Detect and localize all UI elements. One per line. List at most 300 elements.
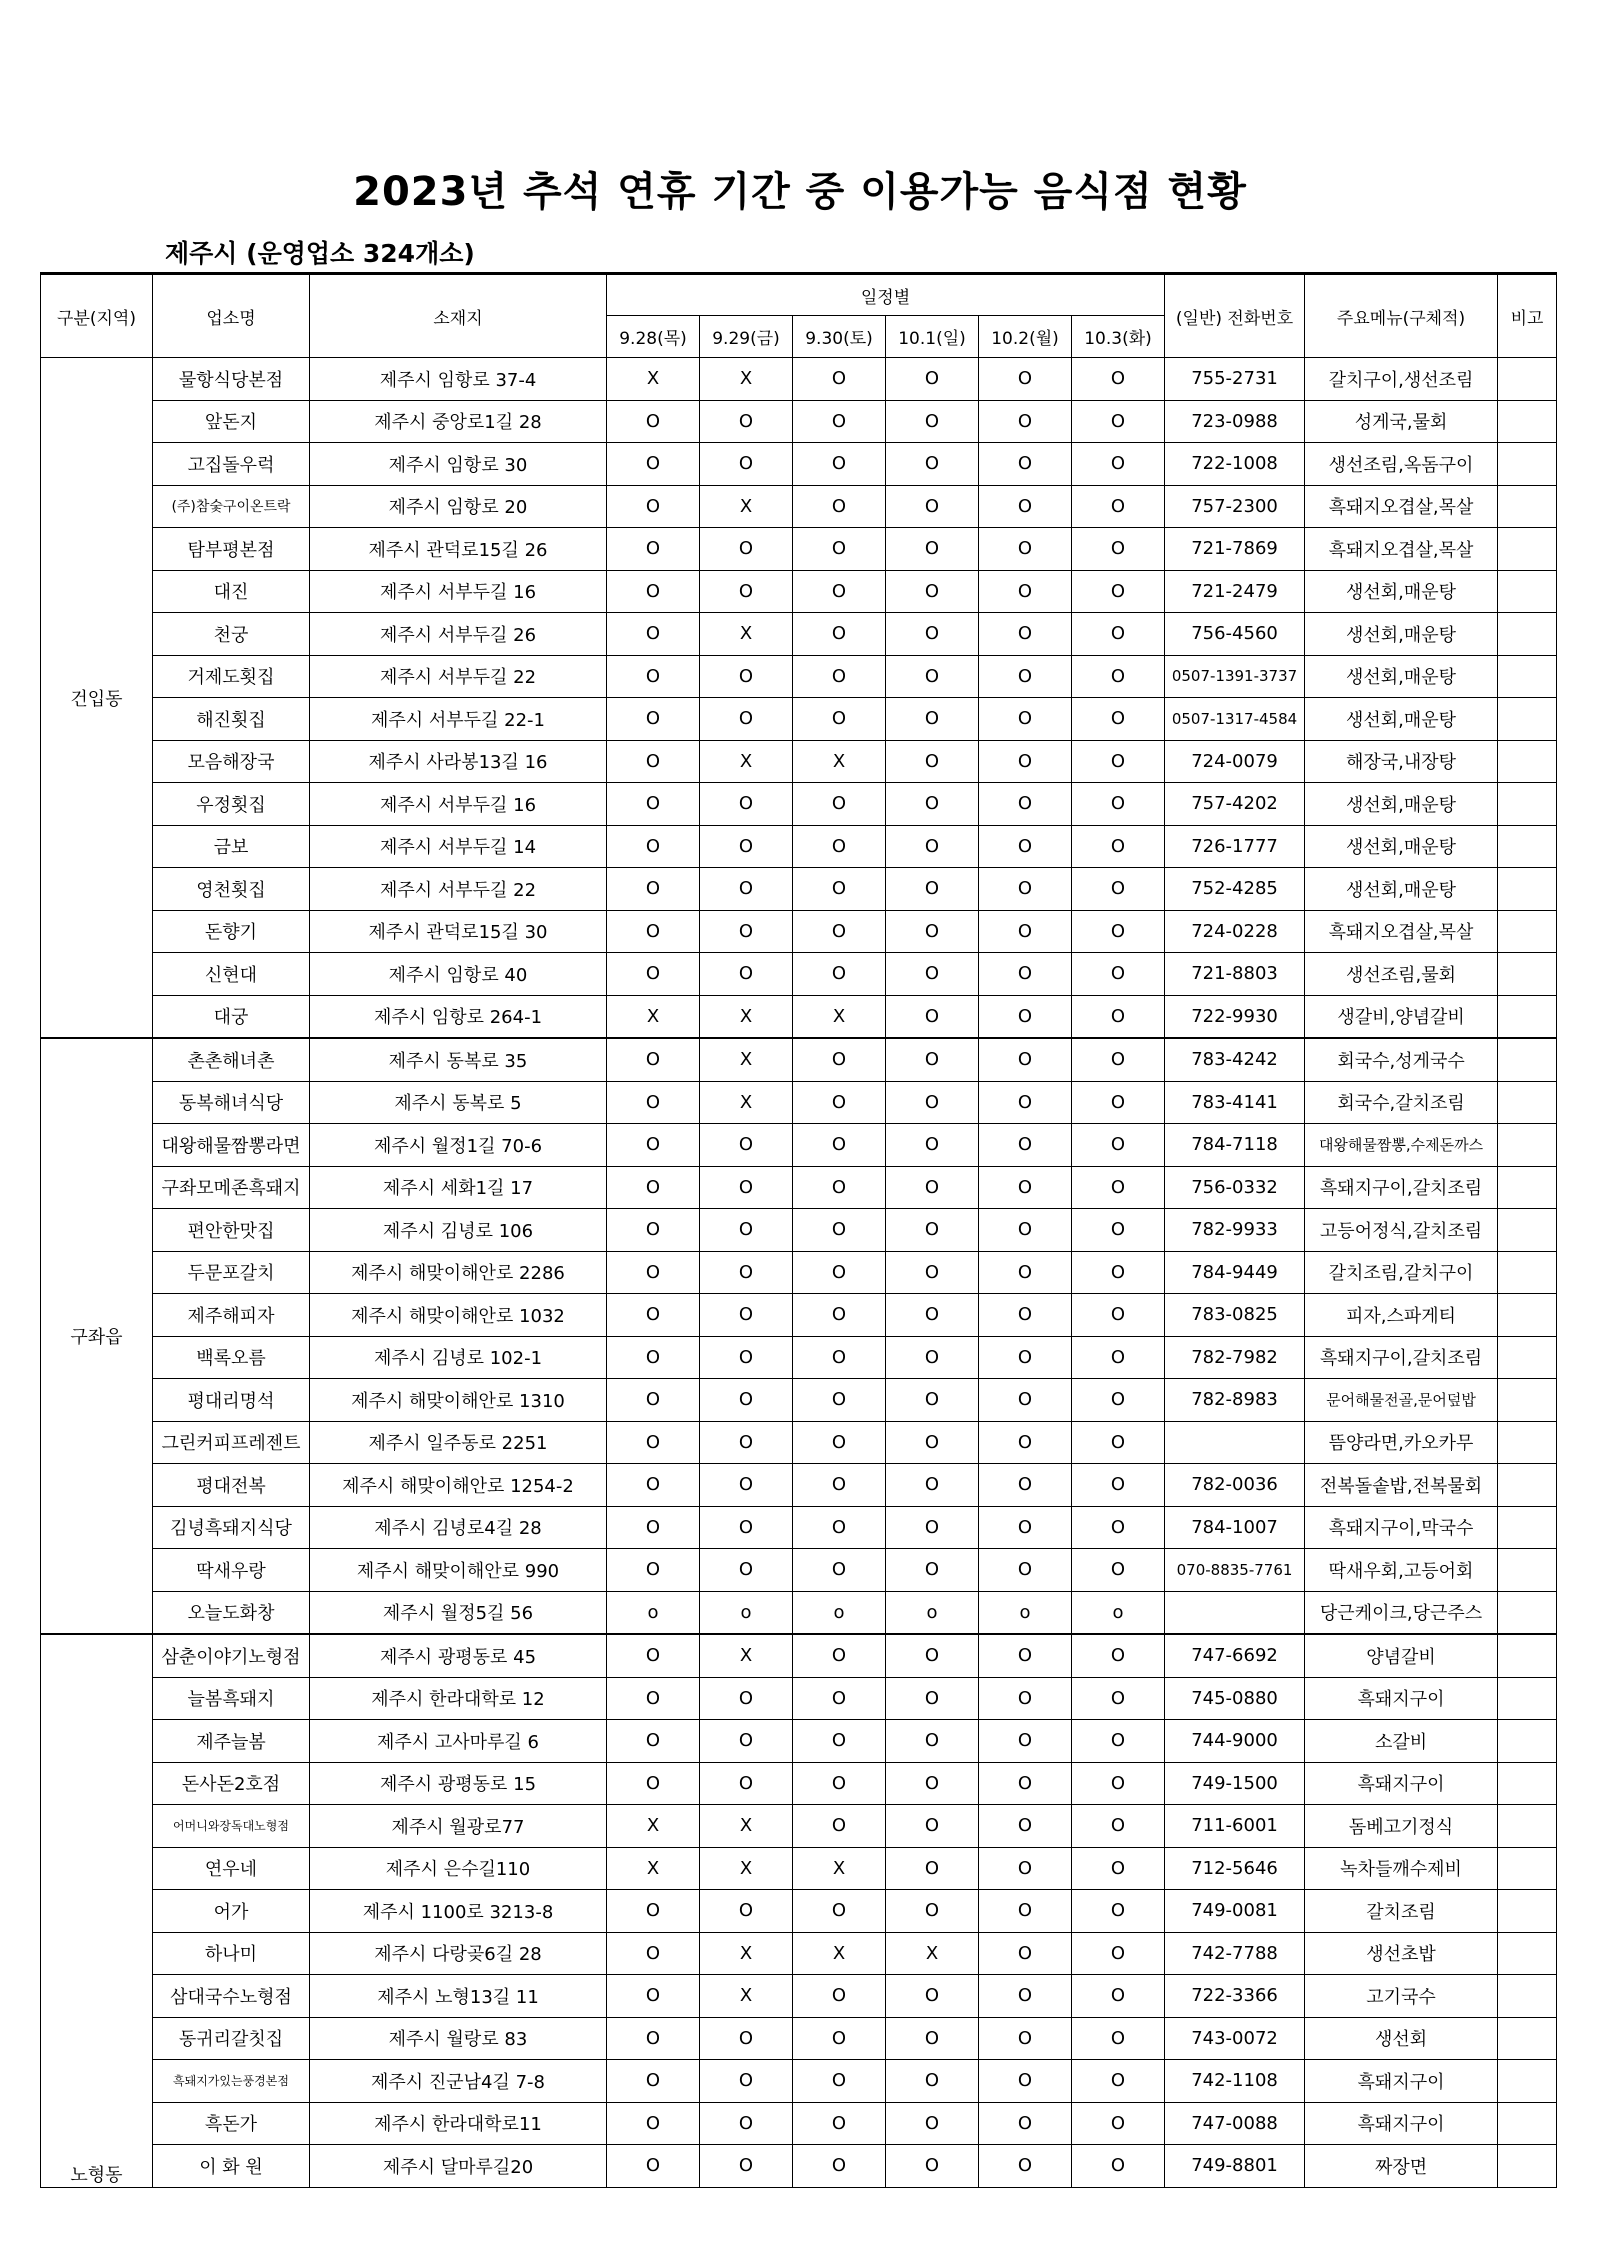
day-status-cell: O — [886, 570, 979, 613]
menu-cell: 생선회,매운탕 — [1305, 613, 1498, 656]
phone-cell: 752-4285 — [1165, 868, 1305, 911]
day-status-cell: O — [1072, 740, 1165, 783]
day-status-cell: O — [979, 1081, 1072, 1124]
day-status-cell: O — [793, 783, 886, 826]
phone-cell: 742-7788 — [1165, 1932, 1305, 1975]
menu-cell: 생선회,매운탕 — [1305, 698, 1498, 741]
day-status-cell: O — [607, 528, 700, 571]
phone-cell: 712-5646 — [1165, 1847, 1305, 1890]
day-status-cell: O — [793, 1421, 886, 1464]
menu-cell: 돔베고기정식 — [1305, 1805, 1498, 1848]
note-cell — [1498, 1591, 1557, 1634]
address-cell: 제주시 한라대학로11 — [310, 2102, 607, 2145]
menu-cell: 회국수,갈치조림 — [1305, 1081, 1498, 1124]
phone-cell: 757-4202 — [1165, 783, 1305, 826]
name-cell: 돈사돈2호점 — [153, 1762, 310, 1805]
menu-cell: 생선회,매운탕 — [1305, 570, 1498, 613]
phone-cell: 757-2300 — [1165, 485, 1305, 528]
name-cell: 평대전복 — [153, 1464, 310, 1507]
address-cell: 제주시 월정1길 70-6 — [310, 1124, 607, 1167]
day-status-cell: O — [1072, 1847, 1165, 1890]
day-status-cell: O — [979, 1720, 1072, 1763]
day-status-cell: O — [700, 2017, 793, 2060]
day-status-cell: O — [607, 1634, 700, 1677]
header-date: 10.2(월) — [979, 316, 1072, 358]
day-status-cell: O — [979, 825, 1072, 868]
table-row — [41, 1890, 1557, 1933]
table-row — [41, 528, 1557, 571]
address-cell: 제주시 광평동로 45 — [310, 1634, 607, 1677]
day-status-cell: O — [607, 1890, 700, 1933]
day-status-cell: O — [979, 1038, 1072, 1081]
day-status-cell: O — [1072, 1166, 1165, 1209]
address-cell: 제주시 세화1길 17 — [310, 1166, 607, 1209]
table-row — [41, 740, 1557, 783]
address-cell: 제주시 다랑곶6길 28 — [310, 1932, 607, 1975]
note-cell — [1498, 1421, 1557, 1464]
address-cell: 제주시 고사마루길 6 — [310, 1720, 607, 1763]
day-status-cell: O — [886, 2017, 979, 2060]
name-cell: 하나미 — [153, 1932, 310, 1975]
day-status-cell: O — [607, 655, 700, 698]
phone-cell: 747-6692 — [1165, 1634, 1305, 1677]
phone-cell: 783-4242 — [1165, 1038, 1305, 1081]
day-status-cell: X — [793, 740, 886, 783]
table-row — [41, 1762, 1557, 1805]
menu-cell: 생선조림,옥돔구이 — [1305, 443, 1498, 486]
header-schedule: 일정별 — [607, 274, 1165, 316]
day-status-cell: o — [793, 1591, 886, 1634]
phone-cell: 756-0332 — [1165, 1166, 1305, 1209]
day-status-cell: O — [979, 1209, 1072, 1252]
name-cell: 모음해장국 — [153, 740, 310, 783]
name-cell: 편안한맛집 — [153, 1209, 310, 1252]
note-cell — [1498, 2017, 1557, 2060]
address-cell: 제주시 월랑로 83 — [310, 2017, 607, 2060]
phone-cell — [1165, 1591, 1305, 1634]
table-row — [41, 2102, 1557, 2145]
name-cell: 신현대 — [153, 953, 310, 996]
day-status-cell: O — [607, 570, 700, 613]
header-date: 10.1(일) — [886, 316, 979, 358]
day-status-cell: O — [1072, 953, 1165, 996]
name-cell: 흑돼지가있는풍경본점 — [153, 2060, 310, 2103]
day-status-cell: O — [793, 1975, 886, 2018]
day-status-cell: O — [793, 1251, 886, 1294]
day-status-cell: O — [607, 698, 700, 741]
day-status-cell: O — [700, 1762, 793, 1805]
menu-cell: 흑돼지구이,갈치조림 — [1305, 1166, 1498, 1209]
day-status-cell: O — [1072, 1251, 1165, 1294]
day-status-cell: O — [1072, 2060, 1165, 2103]
day-status-cell: X — [607, 358, 700, 401]
address-cell: 제주시 관덕로15길 26 — [310, 528, 607, 571]
day-status-cell: O — [886, 1634, 979, 1677]
address-cell: 제주시 해맞이해안로 1310 — [310, 1379, 607, 1422]
day-status-cell: O — [793, 1166, 886, 1209]
table-row — [41, 1166, 1557, 1209]
day-status-cell: O — [700, 698, 793, 741]
name-cell: 동귀리갈칫집 — [153, 2017, 310, 2060]
note-cell — [1498, 1506, 1557, 1549]
day-status-cell: O — [1072, 1464, 1165, 1507]
region-cell: 구좌읍 — [41, 1038, 153, 1634]
day-status-cell: O — [979, 1336, 1072, 1379]
note-cell — [1498, 953, 1557, 996]
address-cell: 제주시 1100로 3213-8 — [310, 1890, 607, 1933]
table-row — [41, 443, 1557, 486]
document-subtitle: 제주시 (운영업소 324개소) — [165, 239, 475, 268]
day-status-cell: O — [793, 1294, 886, 1337]
day-status-cell: X — [607, 1847, 700, 1890]
table-row — [41, 995, 1557, 1038]
day-status-cell: O — [607, 1549, 700, 1592]
name-cell: (주)참숯구이온트락 — [153, 485, 310, 528]
day-status-cell: O — [979, 1124, 1072, 1167]
note-cell — [1498, 1890, 1557, 1933]
day-status-cell: O — [1072, 1634, 1165, 1677]
day-status-cell: O — [607, 740, 700, 783]
menu-cell: 흑돼지구이 — [1305, 2060, 1498, 2103]
day-status-cell: X — [793, 1932, 886, 1975]
note-cell — [1498, 1379, 1557, 1422]
address-cell: 제주시 김녕로 102-1 — [310, 1336, 607, 1379]
table-row — [41, 1932, 1557, 1975]
day-status-cell: O — [607, 2145, 700, 2188]
day-status-cell: O — [979, 1379, 1072, 1422]
name-cell: 돈향기 — [153, 910, 310, 953]
day-status-cell: O — [979, 2060, 1072, 2103]
name-cell: 연우네 — [153, 1847, 310, 1890]
day-status-cell: O — [1072, 613, 1165, 656]
day-status-cell: O — [979, 1506, 1072, 1549]
day-status-cell: O — [793, 1805, 886, 1848]
day-status-cell: O — [886, 613, 979, 656]
address-cell: 제주시 임항로 264-1 — [310, 995, 607, 1038]
day-status-cell: X — [700, 1975, 793, 2018]
phone-cell: 744-9000 — [1165, 1720, 1305, 1763]
day-status-cell: O — [886, 655, 979, 698]
phone-cell: 711-6001 — [1165, 1805, 1305, 1848]
table-row — [41, 485, 1557, 528]
day-status-cell: O — [886, 2060, 979, 2103]
phone-cell: 756-4560 — [1165, 613, 1305, 656]
day-status-cell: O — [1072, 1294, 1165, 1337]
phone-cell: 070-8835-7761 — [1165, 1549, 1305, 1592]
phone-cell: 782-8983 — [1165, 1379, 1305, 1422]
table-body — [41, 358, 1557, 2188]
day-status-cell: o — [979, 1591, 1072, 1634]
day-status-cell: O — [1072, 2102, 1165, 2145]
name-cell: 구좌모메존흑돼지 — [153, 1166, 310, 1209]
day-status-cell: O — [700, 1294, 793, 1337]
address-cell: 제주시 임항로 40 — [310, 953, 607, 996]
table-row — [41, 1336, 1557, 1379]
name-cell: 우정횟집 — [153, 783, 310, 826]
menu-cell: 생선회 — [1305, 2017, 1498, 2060]
day-status-cell: O — [607, 1464, 700, 1507]
note-cell — [1498, 1720, 1557, 1763]
day-status-cell: O — [1072, 1677, 1165, 1720]
table-row — [41, 1081, 1557, 1124]
address-cell: 제주시 임항로 37-4 — [310, 358, 607, 401]
day-status-cell: o — [607, 1591, 700, 1634]
day-status-cell: O — [886, 1379, 979, 1422]
day-status-cell: O — [886, 1038, 979, 1081]
phone-cell: 749-1500 — [1165, 1762, 1305, 1805]
day-status-cell: O — [700, 1506, 793, 1549]
day-status-cell: O — [793, 1464, 886, 1507]
note-cell — [1498, 1464, 1557, 1507]
day-status-cell: X — [700, 613, 793, 656]
address-cell: 제주시 서부두길 16 — [310, 783, 607, 826]
menu-cell: 흑돼지구이,막국수 — [1305, 1506, 1498, 1549]
day-status-cell: O — [793, 1124, 886, 1167]
menu-cell: 뜸양라면,카오카무 — [1305, 1421, 1498, 1464]
phone-cell: 749-8801 — [1165, 2145, 1305, 2188]
menu-cell: 갈치조림 — [1305, 1890, 1498, 1933]
menu-cell: 전복돌솥밥,전복물회 — [1305, 1464, 1498, 1507]
day-status-cell: O — [886, 740, 979, 783]
day-status-cell: O — [793, 698, 886, 741]
day-status-cell: O — [793, 1762, 886, 1805]
note-cell — [1498, 1847, 1557, 1890]
name-cell: 삼춘이야기노형점 — [153, 1634, 310, 1677]
day-status-cell: O — [700, 528, 793, 571]
day-status-cell: O — [793, 1720, 886, 1763]
note-cell — [1498, 655, 1557, 698]
phone-cell: 749-0081 — [1165, 1890, 1305, 1933]
phone-cell: 745-0880 — [1165, 1677, 1305, 1720]
address-cell: 제주시 동복로 35 — [310, 1038, 607, 1081]
day-status-cell: O — [1072, 1932, 1165, 1975]
day-status-cell: X — [793, 1847, 886, 1890]
day-status-cell: O — [793, 2145, 886, 2188]
day-status-cell: O — [886, 358, 979, 401]
phone-cell: 721-8803 — [1165, 953, 1305, 996]
day-status-cell: O — [700, 1720, 793, 1763]
document-title: 2023년 추석 연휴 기간 중 이용가능 음식점 현황 — [353, 169, 1247, 215]
table-row — [41, 1209, 1557, 1252]
day-status-cell: O — [793, 613, 886, 656]
day-status-cell: O — [700, 2102, 793, 2145]
restaurant-table — [40, 272, 1557, 2188]
note-cell — [1498, 995, 1557, 1038]
day-status-cell: O — [886, 953, 979, 996]
phone-cell: 784-9449 — [1165, 1251, 1305, 1294]
name-cell: 평대리명석 — [153, 1379, 310, 1422]
day-status-cell: O — [886, 1847, 979, 1890]
header-address: 소재지 — [310, 274, 607, 358]
day-status-cell: O — [1072, 1720, 1165, 1763]
address-cell: 제주시 동복로 5 — [310, 1081, 607, 1124]
note-cell — [1498, 1762, 1557, 1805]
day-status-cell: O — [607, 1975, 700, 2018]
day-status-cell: O — [607, 1379, 700, 1422]
menu-cell: 생선회,매운탕 — [1305, 655, 1498, 698]
note-cell — [1498, 910, 1557, 953]
day-status-cell: O — [886, 1124, 979, 1167]
day-status-cell: O — [1072, 1038, 1165, 1081]
note-cell — [1498, 2102, 1557, 2145]
phone-cell: 721-2479 — [1165, 570, 1305, 613]
note-cell — [1498, 1975, 1557, 2018]
address-cell: 제주시 중앙로1길 28 — [310, 400, 607, 443]
day-status-cell: O — [1072, 1975, 1165, 2018]
table-row — [41, 1847, 1557, 1890]
day-status-cell: O — [1072, 1209, 1165, 1252]
menu-cell: 갈치구이,생선조림 — [1305, 358, 1498, 401]
day-status-cell: O — [793, 358, 886, 401]
day-status-cell: O — [607, 868, 700, 911]
day-status-cell: O — [793, 2102, 886, 2145]
day-status-cell: O — [979, 953, 1072, 996]
day-status-cell: O — [607, 953, 700, 996]
day-status-cell: O — [1072, 2145, 1165, 2188]
table-row — [41, 1294, 1557, 1337]
day-status-cell: X — [700, 1932, 793, 1975]
day-status-cell: O — [607, 443, 700, 486]
phone-cell: 784-1007 — [1165, 1506, 1305, 1549]
phone-cell: 722-1008 — [1165, 443, 1305, 486]
phone-cell: 722-3366 — [1165, 1975, 1305, 2018]
day-status-cell: O — [979, 868, 1072, 911]
day-status-cell: O — [607, 2102, 700, 2145]
day-status-cell: O — [979, 1294, 1072, 1337]
day-status-cell: O — [607, 2017, 700, 2060]
day-status-cell: O — [979, 1634, 1072, 1677]
day-status-cell: O — [1072, 400, 1165, 443]
day-status-cell: O — [793, 528, 886, 571]
table-row — [41, 953, 1557, 996]
day-status-cell: O — [979, 1421, 1072, 1464]
address-cell: 제주시 해맞이해안로 2286 — [310, 1251, 607, 1294]
day-status-cell: O — [700, 1677, 793, 1720]
day-status-cell: O — [700, 1379, 793, 1422]
table-row — [41, 1677, 1557, 1720]
table-row — [41, 655, 1557, 698]
day-status-cell: X — [793, 995, 886, 1038]
note-cell — [1498, 1081, 1557, 1124]
day-status-cell: O — [793, 1506, 886, 1549]
name-cell: 어가 — [153, 1890, 310, 1933]
phone-cell: 0507-1317-4584 — [1165, 698, 1305, 741]
table-row — [41, 1549, 1557, 1592]
phone-cell: 742-1108 — [1165, 2060, 1305, 2103]
day-status-cell: O — [886, 1251, 979, 1294]
table-row — [41, 2145, 1557, 2188]
address-cell: 제주시 서부두길 14 — [310, 825, 607, 868]
address-cell: 제주시 임항로 20 — [310, 485, 607, 528]
note-cell — [1498, 613, 1557, 656]
table-row — [41, 1124, 1557, 1167]
day-status-cell: O — [793, 570, 886, 613]
header-date: 10.3(화) — [1072, 316, 1165, 358]
day-status-cell: O — [700, 1124, 793, 1167]
name-cell: 동복해녀식당 — [153, 1081, 310, 1124]
day-status-cell: O — [1072, 868, 1165, 911]
menu-cell: 피자,스파게티 — [1305, 1294, 1498, 1337]
menu-cell: 해장국,내장탕 — [1305, 740, 1498, 783]
day-status-cell: O — [607, 1038, 700, 1081]
day-status-cell: O — [607, 1720, 700, 1763]
day-status-cell: O — [886, 1421, 979, 1464]
note-cell — [1498, 1336, 1557, 1379]
day-status-cell: O — [700, 1336, 793, 1379]
note-cell — [1498, 2060, 1557, 2103]
name-cell: 물항식당본점 — [153, 358, 310, 401]
day-status-cell: O — [793, 2017, 886, 2060]
name-cell: 이 화 원 — [153, 2145, 310, 2188]
header-note: 비고 — [1498, 274, 1557, 358]
menu-cell: 흑돼지오겹살,목살 — [1305, 528, 1498, 571]
day-status-cell: O — [607, 1762, 700, 1805]
day-status-cell: X — [700, 995, 793, 1038]
menu-cell: 딱새우회,고등어회 — [1305, 1549, 1498, 1592]
phone-cell: 724-0228 — [1165, 910, 1305, 953]
day-status-cell: O — [607, 2060, 700, 2103]
phone-cell: 723-0988 — [1165, 400, 1305, 443]
phone-cell: 783-4141 — [1165, 1081, 1305, 1124]
day-status-cell: X — [700, 1634, 793, 1677]
menu-cell: 흑돼지오겹살,목살 — [1305, 910, 1498, 953]
day-status-cell: X — [700, 1847, 793, 1890]
address-cell: 제주시 서부두길 22 — [310, 868, 607, 911]
menu-cell: 흑돼지구이 — [1305, 1677, 1498, 1720]
day-status-cell: O — [1072, 783, 1165, 826]
menu-cell: 녹차들깨수제비 — [1305, 1847, 1498, 1890]
phone-cell: 726-1777 — [1165, 825, 1305, 868]
name-cell: 제주늘봄 — [153, 1720, 310, 1763]
address-cell: 제주시 광평동로 15 — [310, 1762, 607, 1805]
day-status-cell: O — [793, 910, 886, 953]
day-status-cell: O — [607, 1294, 700, 1337]
menu-cell: 대왕해물짬뽕,수제돈까스 — [1305, 1124, 1498, 1167]
day-status-cell: O — [793, 1677, 886, 1720]
day-status-cell: O — [979, 400, 1072, 443]
header-date: 9.29(금) — [700, 316, 793, 358]
day-status-cell: O — [886, 2102, 979, 2145]
header-region: 구분(지역) — [41, 274, 153, 358]
header-date: 9.30(토) — [793, 316, 886, 358]
day-status-cell: O — [1072, 1506, 1165, 1549]
note-cell — [1498, 528, 1557, 571]
day-status-cell: O — [607, 400, 700, 443]
day-status-cell: O — [979, 1932, 1072, 1975]
day-status-cell: O — [886, 783, 979, 826]
day-status-cell: O — [607, 613, 700, 656]
day-status-cell: O — [607, 1421, 700, 1464]
address-cell: 제주시 관덕로15길 30 — [310, 910, 607, 953]
address-cell: 제주시 노형13길 11 — [310, 1975, 607, 2018]
region-cell: 노형동 — [41, 1634, 153, 2187]
address-cell: 제주시 은수길110 — [310, 1847, 607, 1890]
day-status-cell: O — [700, 570, 793, 613]
day-status-cell: O — [793, 868, 886, 911]
day-status-cell: O — [886, 1294, 979, 1337]
note-cell — [1498, 1634, 1557, 1677]
day-status-cell: O — [607, 910, 700, 953]
day-status-cell: O — [886, 1762, 979, 1805]
day-status-cell: O — [607, 1506, 700, 1549]
note-cell — [1498, 570, 1557, 613]
menu-cell: 고기국수 — [1305, 1975, 1498, 2018]
note-cell — [1498, 1294, 1557, 1337]
day-status-cell: O — [1072, 655, 1165, 698]
day-status-cell: O — [1072, 1421, 1165, 1464]
day-status-cell: O — [886, 1975, 979, 2018]
name-cell: 앞돈지 — [153, 400, 310, 443]
